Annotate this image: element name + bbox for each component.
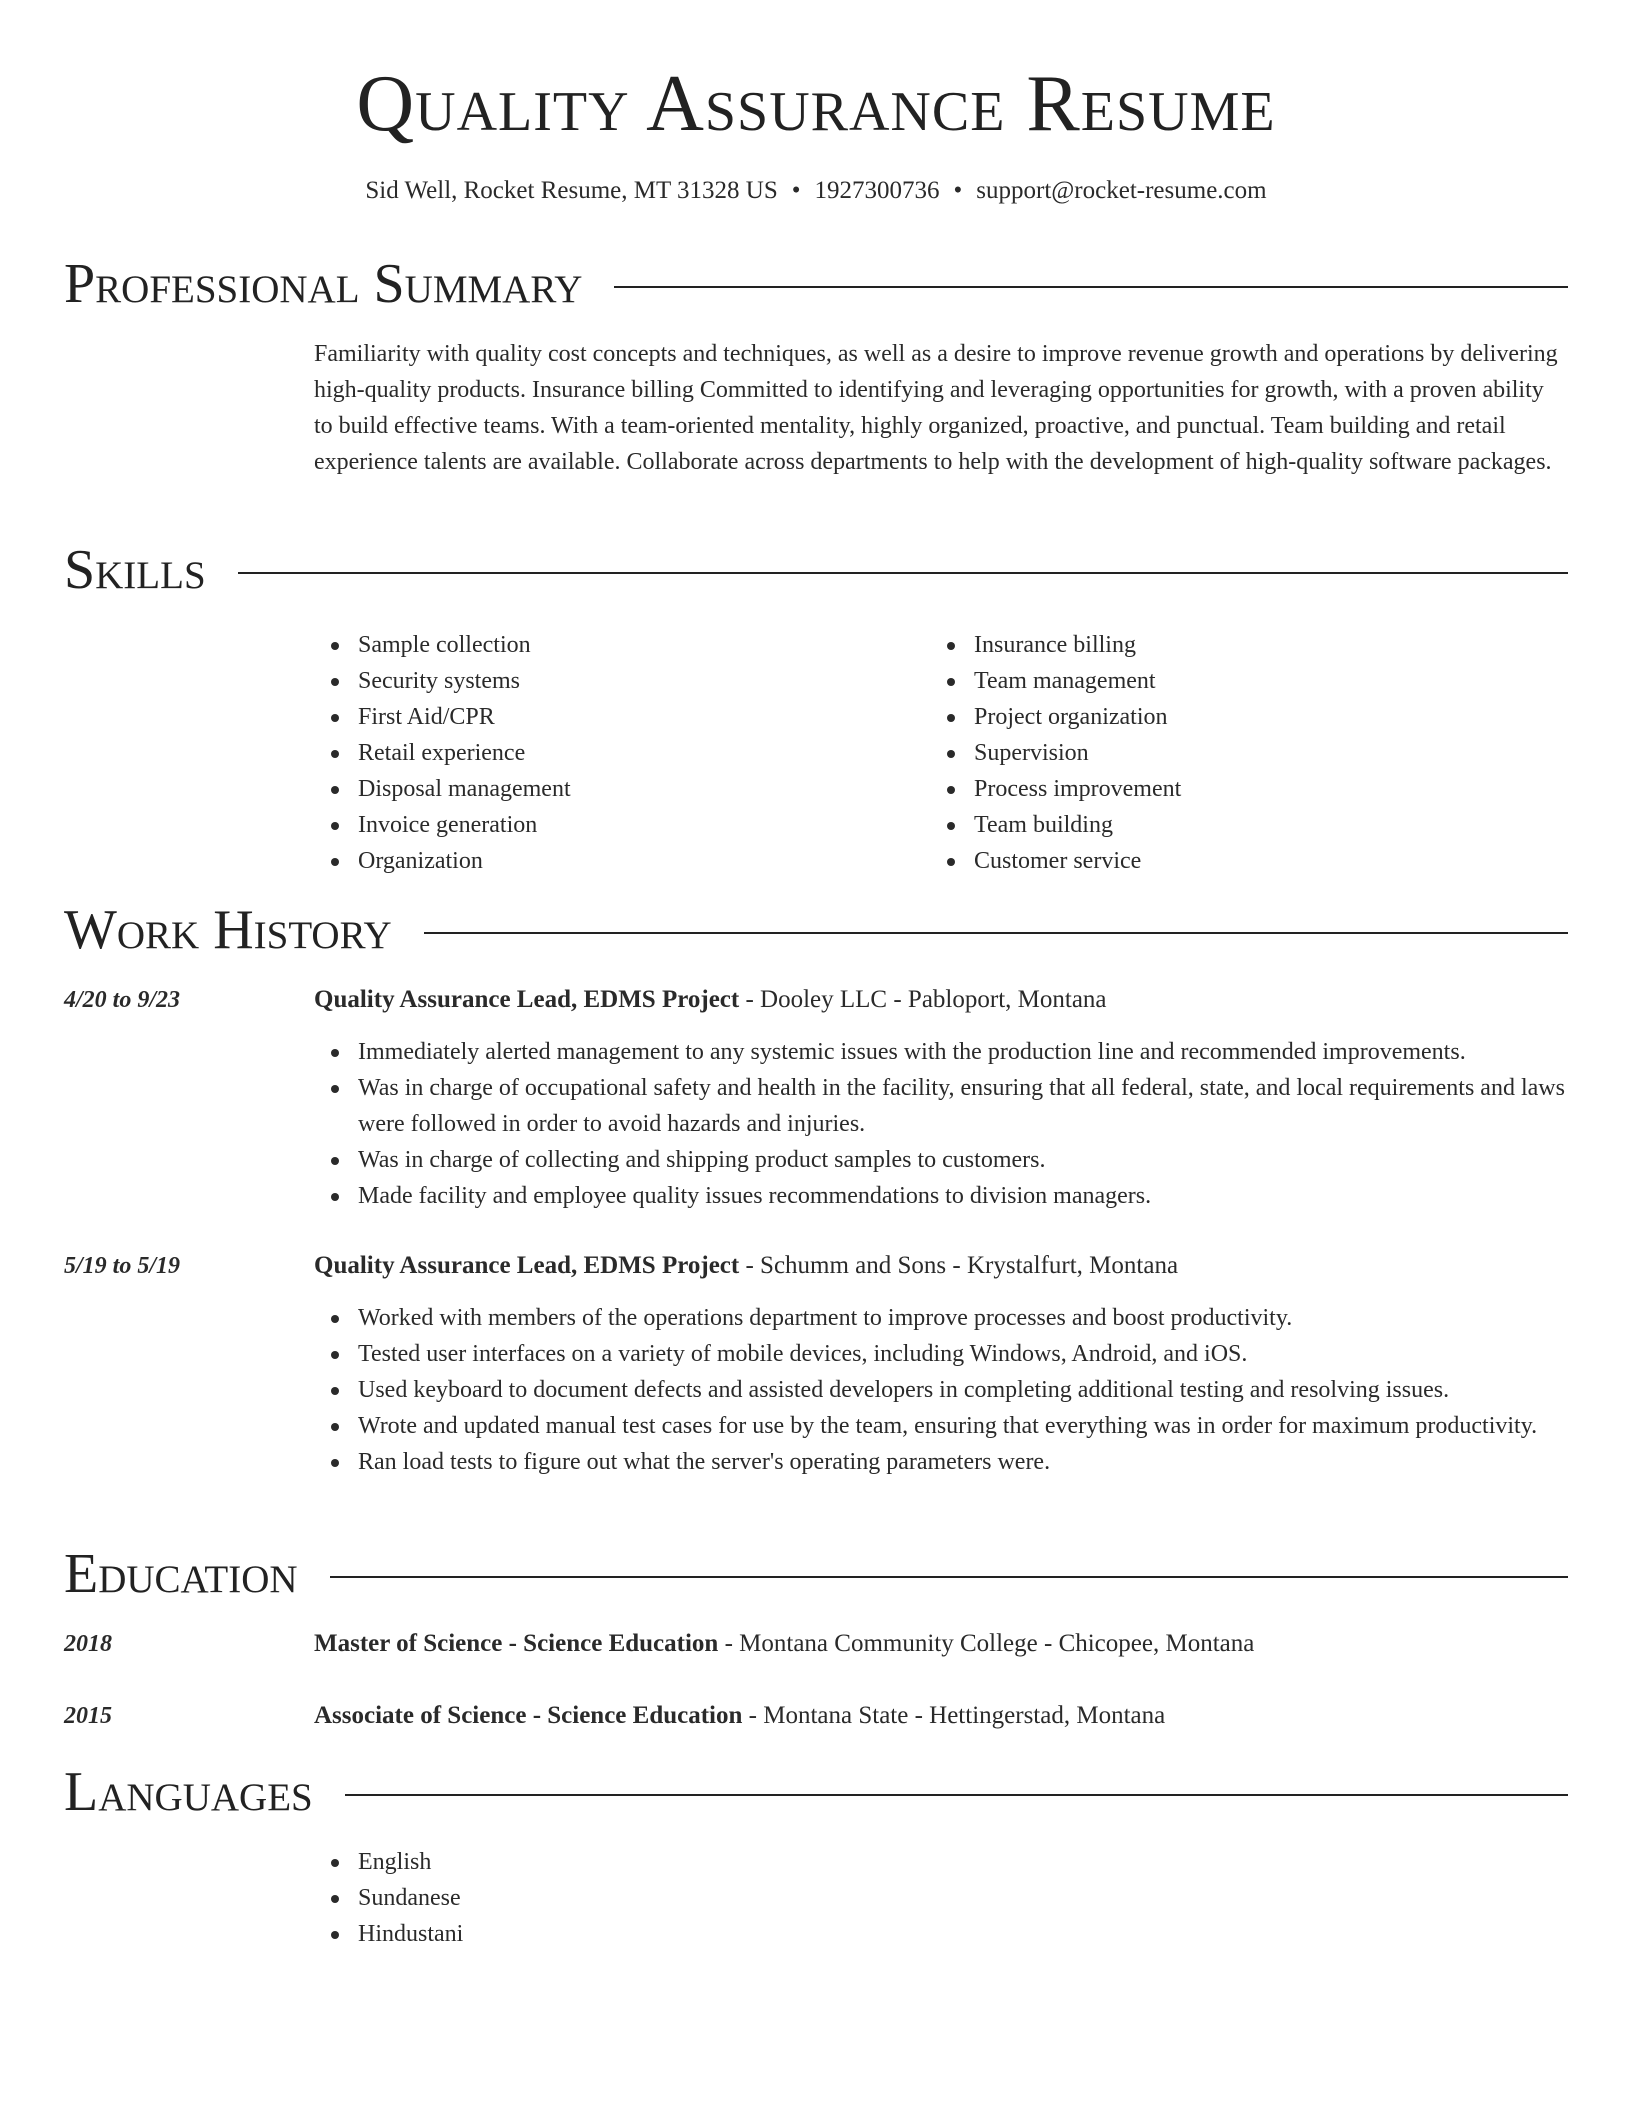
contact-line	[64, 176, 1568, 206]
skill-item: Project organization	[930, 699, 1546, 735]
section-divider	[238, 572, 1568, 574]
section-header-summary	[64, 252, 1568, 316]
job-bullet: Used keyboard to document defects and assisted developers in completing additional testing and resolving issues.	[314, 1372, 1568, 1408]
skill-item: Organization	[314, 843, 930, 879]
job-heading	[314, 982, 1568, 1018]
language-item: Hindustani	[314, 1916, 1568, 1952]
skill-item: Insurance billing	[930, 627, 1546, 663]
job-dates: 4/20 to 9/23	[64, 987, 181, 1013]
section-divider	[345, 1794, 1568, 1796]
job-bullet: Tested user interfaces on a variety of mobile devices, including Windows, Android, and iOS.	[314, 1336, 1568, 1372]
skill-item: Team management	[930, 663, 1546, 699]
job-bullet: Worked with members of the operations department to improve processes and boost productivity.	[314, 1300, 1568, 1336]
education-entry	[314, 1626, 1568, 1662]
section-header-work	[64, 898, 1568, 962]
job-bullet: Wrote and updated manual test cases for use by the team, ensuring that everything was in order for maximum productivity.	[314, 1408, 1568, 1444]
languages-list	[314, 1844, 1568, 1952]
job-bullets	[314, 1300, 1568, 1480]
education-year: 2018	[64, 1631, 112, 1657]
skill-item: Security systems	[314, 663, 930, 699]
section-title: Languages	[64, 1761, 313, 1823]
job-bullets	[314, 1034, 1568, 1214]
job-company: - Dooley LLC - Pabloport, Montana	[739, 986, 1107, 1013]
section-title: Education	[64, 1543, 298, 1605]
skill-item: Retail experience	[314, 735, 930, 771]
section-header-education	[64, 1542, 1568, 1606]
job-title: Quality Assurance Lead, EDMS Project	[314, 1252, 740, 1279]
language-item: English	[314, 1844, 1568, 1880]
skill-item: Disposal management	[314, 771, 930, 807]
skill-item: Customer service	[930, 843, 1546, 879]
education-entry	[314, 1698, 1568, 1734]
education-school: - Montana State - Hettingerstad, Montana	[742, 1702, 1166, 1729]
job-heading	[314, 1248, 1568, 1284]
job-company: - Schumm and Sons - Krystalfurt, Montana	[739, 1252, 1179, 1279]
job-dates: 5/19 to 5/19	[64, 1253, 181, 1279]
skills-list	[314, 627, 1568, 879]
skill-item: Process improvement	[930, 771, 1546, 807]
job-bullet: Ran load tests to figure out what the server's operating parameters were.	[314, 1444, 1568, 1480]
education-degree: Master of Science - Science Education	[314, 1630, 719, 1657]
job-bullet: Was in charge of occupational safety and health in the facility, ensuring that all federal, state, and local requirements and laws were followed in order to avoid hazards and injuries.	[314, 1070, 1568, 1142]
resume-title: Quality Assurance Resume	[356, 60, 1276, 148]
contact-phone: 1927300736	[814, 177, 940, 204]
education-degree: Associate of Science - Science Education	[314, 1702, 743, 1729]
skill-item: Team building	[930, 807, 1546, 843]
summary-text: Familiarity with quality cost concepts and techniques, as well as a desire to improve revenue growth and operations by delivering high-quality products. Insurance billing Committed to identifying and leveraging opportunities for growth, with a proven ability to build effective teams. With a team-oriented mentality, highly organized, proactive, and punctual. Team building and retail experience talents are available. Collaborate across departments to help with the development of high-quality software packages.	[314, 341, 1558, 475]
education-year: 2015	[64, 1703, 112, 1729]
contact-address: Sid Well, Rocket Resume, MT 31328 US	[365, 177, 778, 204]
job-bullet: Made facility and employee quality issues recommendations to division managers.	[314, 1178, 1568, 1214]
section-divider	[424, 932, 1568, 934]
job-bullet: Was in charge of collecting and shipping product samples to customers.	[314, 1142, 1568, 1178]
contact-separator: •	[791, 177, 801, 204]
section-header-skills	[64, 538, 1568, 602]
skill-item: First Aid/CPR	[314, 699, 930, 735]
section-title: Skills	[64, 539, 206, 601]
skill-item: Supervision	[930, 735, 1546, 771]
skills-column-left	[314, 627, 930, 879]
education-school: - Montana Community College - Chicopee, Montana	[718, 1630, 1255, 1657]
language-item: Sundanese	[314, 1880, 1568, 1916]
contact-separator: •	[953, 177, 963, 204]
section-header-languages	[64, 1760, 1568, 1824]
skill-item: Invoice generation	[314, 807, 930, 843]
section-title: Professional Summary	[64, 253, 583, 315]
job-bullet: Immediately alerted management to any systemic issues with the production line and recommended improvements.	[314, 1034, 1568, 1070]
skills-column-right	[930, 627, 1546, 879]
section-title: Work History	[64, 899, 392, 961]
skill-item: Sample collection	[314, 627, 930, 663]
job-title: Quality Assurance Lead, EDMS Project	[314, 986, 740, 1013]
section-divider	[614, 286, 1568, 288]
contact-email: support@rocket-resume.com	[976, 177, 1267, 204]
section-divider	[330, 1576, 1568, 1578]
